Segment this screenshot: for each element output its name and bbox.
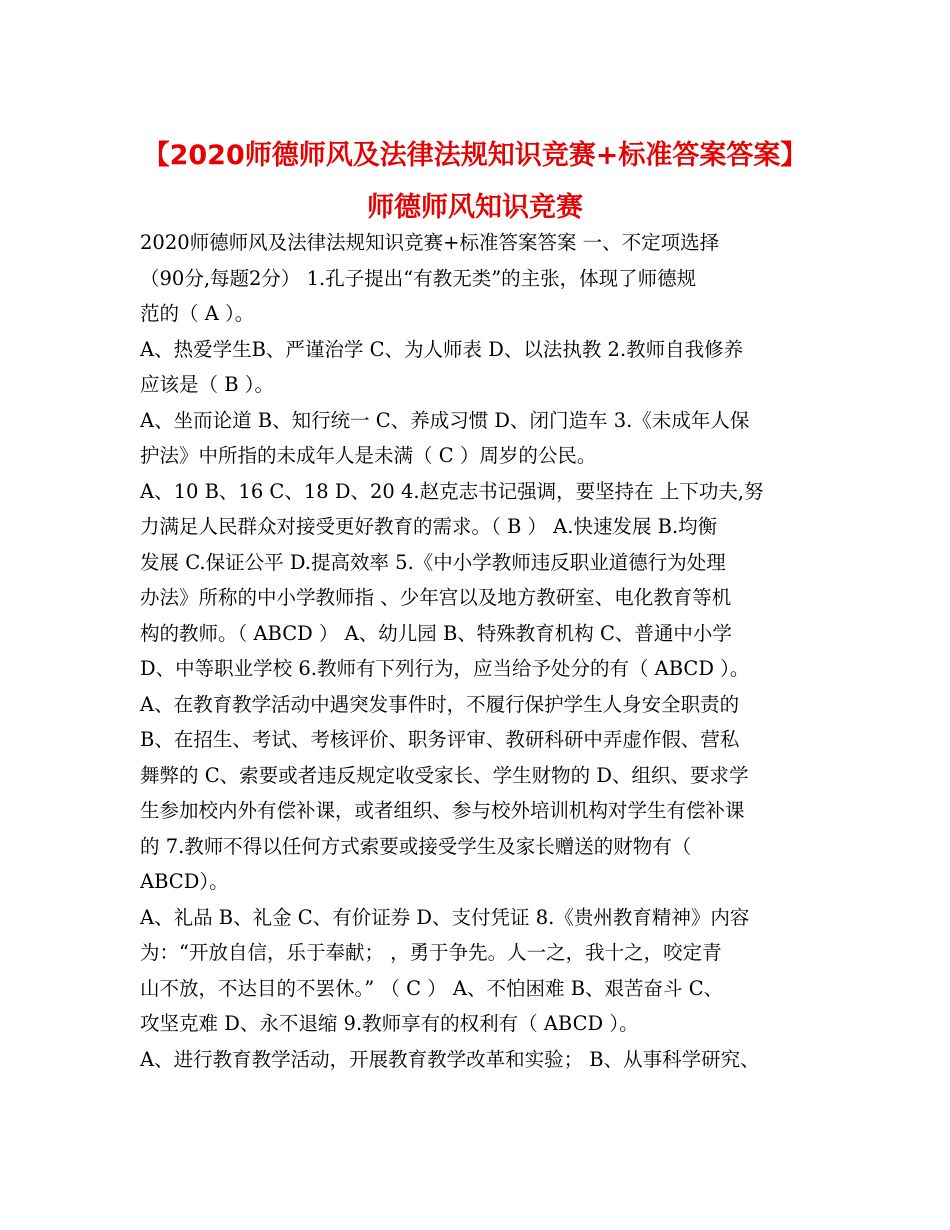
body-line: 2020师德师风及法律法规知识竞赛+标准答案答案 一、不定项选择 — [140, 231, 720, 254]
body-line: 的 7.教师不得以任何方式索要或接受学生及家长赠送的财物有（ — [140, 834, 692, 858]
body-line: 发展 C.保证公平 D.提高效率 5.《中小学教师违反职业道德行为处理 — [140, 550, 726, 574]
body-line: 办法》所称的中小学教师指 、少年宫以及地方教研室、电化教育等机 — [140, 586, 732, 609]
body-line: A、进行教育教学活动，开展教育教学改革和实验； B、从事科学研究、 — [140, 1047, 760, 1071]
document-body — [140, 225, 820, 1077]
body-line: 山不放，不达目的不罢休。” （ C ） A、不怕困难 B、艰苦奋斗 C、 — [140, 976, 724, 1000]
body-line: A、在教育教学活动中遇突发事件时，不履行保护学生人身安全职责的 — [140, 692, 740, 716]
body-line: 为：“开放自信，乐于奉献； ，勇于争先。人一之，我十之，咬定青 — [140, 941, 722, 964]
body-line: （90分,每题2分） 1.孔子提出“有教无类”的主张，体现了师德规 — [140, 266, 697, 290]
body-line: 构的教师。（ ABCD ） A、幼儿园 B、特殊教育机构 C、普通中小学 — [140, 621, 732, 645]
body-line: A、10 B、16 C、18 D、20 4.赵克志书记强调，要坚持在 上下功夫,努 — [140, 479, 764, 503]
body-line: 舞弊的 C、索要或者违反规定收受家长、学生财物的 D、组织、要求学 — [140, 763, 749, 787]
title-line-2: 师德师风知识竞赛 — [367, 192, 583, 223]
body-line: 力满足人民群众对接受更好教育的需求。（ B ） A.快速发展 B.均衡 — [140, 515, 718, 538]
body-line: 范的（ A ）。 — [140, 302, 255, 325]
body-line: A、坐而论道 B、知行统一 C、养成习惯 D、闭门造车 3.《未成年人保 — [140, 408, 750, 432]
body-line: B、在招生、考试、考核评价、职务评审、教研科研中弄虚作假、营私 — [140, 728, 740, 751]
body-line: ABCD）。 — [140, 870, 229, 893]
title-line-1: 【2020师德师风及法律法规知识竞赛+标准答案答案】 — [142, 140, 808, 171]
body-line: 护法》中所指的未成年人是未满（ C ）周岁的公民。 — [140, 444, 597, 467]
body-line: 生参加校内外有偿补课，或者组织、参与校外培训机构对学生有偿补课 — [140, 799, 745, 822]
body-line: D、中等职业学校 6.教师有下列行为，应当给予处分的有（ ABCD ）。 — [140, 657, 750, 680]
body-line: 应该是（ B ）。 — [140, 373, 274, 396]
document-title — [0, 130, 950, 234]
body-line: A、礼品 B、礼金 C、有价证券 D、支付凭证 8.《贵州教育精神》内容 — [140, 905, 750, 929]
body-line: 攻坚克难 D、永不退缩 9.教师享有的权利有（ ABCD ）。 — [140, 1012, 639, 1035]
body-line: A、热爱学生B、严谨治学 C、为人师表 D、以法执教 2.教师自我修养 — [140, 337, 744, 361]
